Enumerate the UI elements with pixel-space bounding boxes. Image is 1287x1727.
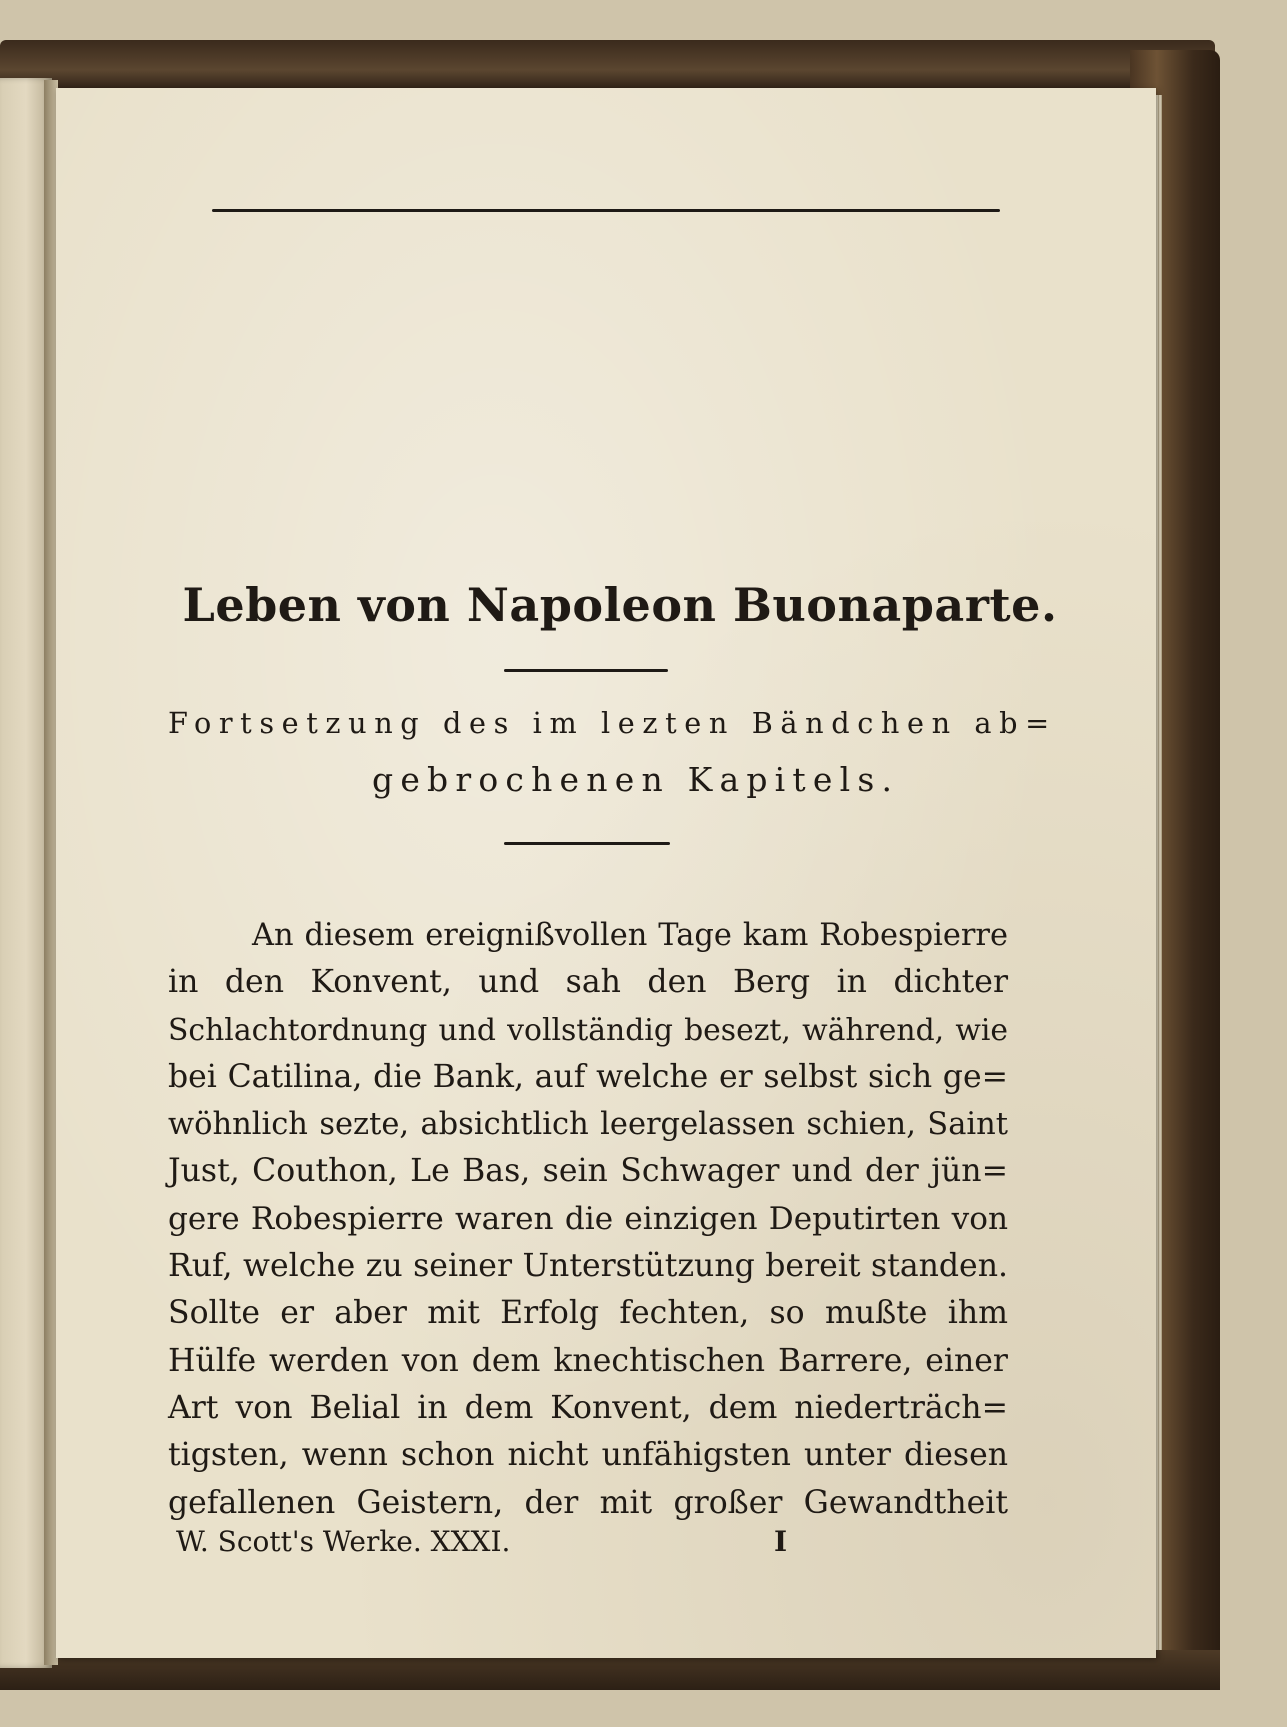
text-line: Ruf, welche zu seiner Unterstützung bereit standen. [168, 1248, 1008, 1285]
signature-mark: I [774, 1525, 788, 1558]
book-cover-top-edge [0, 40, 1215, 90]
text-line: gefallenen Geistern, der mit großer Gewandtheit [168, 1484, 1008, 1521]
page-title: Leben von Napoleon Buonaparte. [182, 578, 1058, 632]
subtitle-divider [504, 842, 670, 845]
text-line: tigsten, wenn schon nicht unfähigsten unter diesen [168, 1437, 1008, 1474]
text-line: Just, Couthon, Le Bas, sein Schwager und der jün= [168, 1153, 1008, 1190]
printer-signature: W. Scott's Werke. XXXI. [176, 1525, 511, 1558]
text-line: in den Konvent, und sah den Berg in dichter [168, 964, 1008, 1001]
top-rule [212, 209, 1000, 212]
subtitle-line-2: gebrochenen Kapitels. [372, 760, 900, 799]
subtitle-line-1: Fortsetzung des im lezten Bändchen ab= [168, 706, 1057, 740]
text-line: Schlachtordnung und vollständig besezt, während, wie [168, 1012, 1008, 1048]
text-line: Sollte er aber mit Erfolg fechten, so mußte ihm [168, 1295, 1008, 1332]
text-line: gere Robespierre waren die einzigen Deputirten von [168, 1200, 1008, 1237]
title-divider [504, 669, 668, 672]
body-paragraph [168, 912, 1008, 1527]
text-line: Art von Belial in dem Konvent, dem niederträch= [168, 1389, 1008, 1426]
text-line: wöhnlich sezte, absichtlich leergelassen schien, Saint [168, 1107, 1008, 1143]
text-line: Hülfe werden von dem knechtischen Barrere, einer [168, 1342, 1008, 1379]
text-line: An diesem ereignißvollen Tage kam Robespierre [252, 918, 1008, 953]
text-line: bei Catilina, die Bank, auf welche er selbst sich ge= [168, 1058, 1008, 1095]
